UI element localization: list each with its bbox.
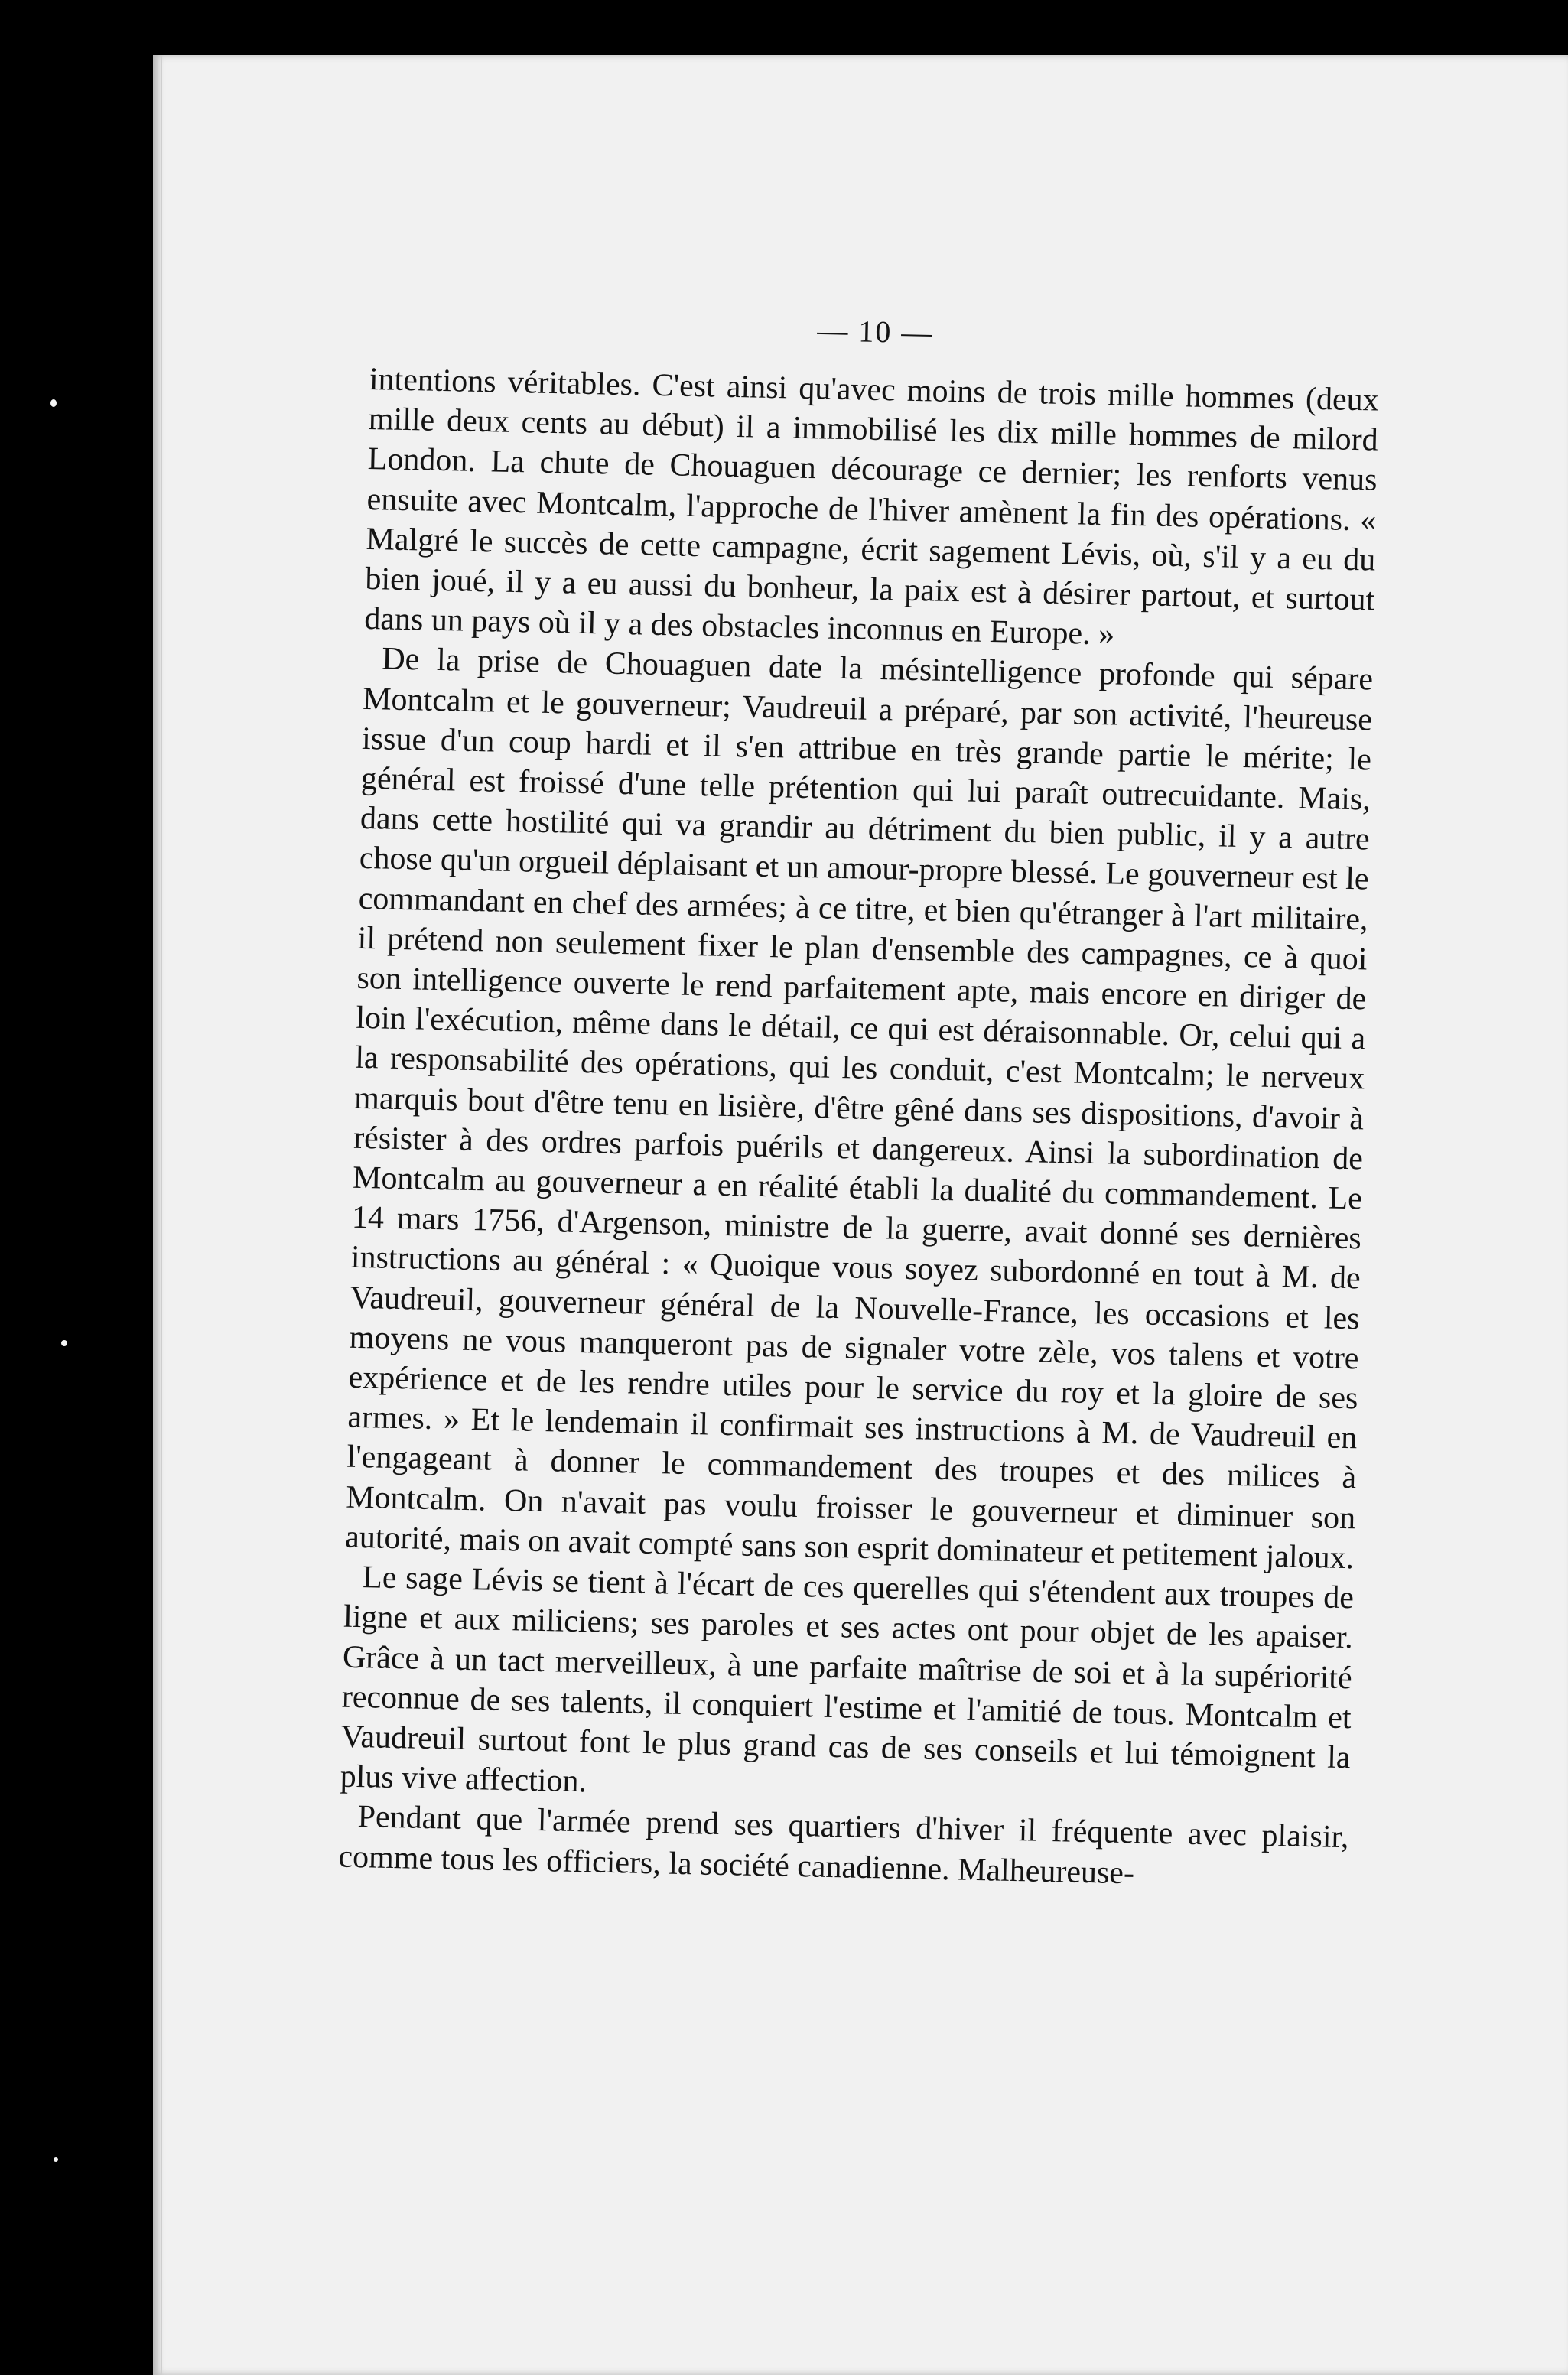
scan-speck (61, 1340, 67, 1346)
paragraph-2: De la prise de Chouaguen date la mésintelligence profonde qui sépare Montcalm et le gouverneur; Vaudreuil a préparé, par son activité, l'heureuse issue d'un coup hardi et il s'en attribue en très grande partie le mérite; le général est froissé d'une telle prétention qui lui paraît outrecuidante. Mais, dans cette hostilité qui va grandir au détriment du bien public, il y a autre chose qu'un orgueil déplaisant et un amour-propre blessé. Le gouverneur est le commandant en chef des armées; à ce titre, et bien qu'étranger à l'art militaire, il prétend non seulement fixer le plan d'ensemble des campagnes, ce à quoi son intelligence ouverte le rend parfaitement apte, mais encore en diriger de loin l'exécution, même dans le détail, ce qui est déraisonnable. Or, celui qui a la responsabilité des opérations, qui les conduit, c'est Montcalm; le nerveux marquis bout d'être tenu en lisière, d'être gêné dans ses dispositions, d'avoir à résister à des ordres parfois puérils et dangereux. Ainsi la subordination de Montcalm au gouverneur a en réalité établi la dualité du commandement. Le 14 mars 1756, d'Argenson, ministre de la guerre, avait donné ses dernières instructions au général : « Quoique vous soyez subordonné en tout à M. de Vaudreuil, gouverneur général de la Nouvelle-France, les occasions et les moyens ne vous manqueront pas de signaler votre zèle, vos talens et votre expérience et de les rendre utiles pour le service du roy et la gloire de ses armes. » Et le lendemain il confirmait ses instructions à M. de Vaudreuil en l'engageant à donner le commandement des troupes et des milices à Montcalm. On n'avait pas voulu froisser le gouverneur et diminuer son autorité, mais on avait compté sans son esprit dominateur et petitement jaloux. (344, 641, 1374, 1576)
paragraph-1: intentions véritables. C'est ainsi qu'avec moins de trois mille hommes (deux mille deux cents au début) il a immobilisé les dix mille hommes de milord London. La chute de Chouaguen décourage ce dernier; les renforts venus ensuite avec Montcalm, l'approche de l'hiver amènent la fin des opérations. « Malgré le succès de cette campagne, écrit sagement Lévis, où, s'il y a eu du bien joué, il y a eu aussi du bonheur, la paix est à désirer partout, et surtout dans un pays où il y a des obstacles inconnus en Europe. » (363, 361, 1380, 652)
page-number: — 10 — (816, 313, 934, 350)
page-text-block (338, 306, 1381, 1898)
scan-speck (50, 399, 57, 407)
scan-speck (54, 2157, 58, 2162)
paragraph-3: Le sage Lévis se tient à l'écart de ces querelles qui s'étendent aux troupes de ligne et aux miliciens; ses paroles et ses actes ont pour objet de les apaiser. Grâce à un tact merveilleux, à une parfaite maîtrise de soi et à la supériorité reconnue de ses talents, il conquiert l'estime et l'amitié de tous. Montcalm et Vaudreuil surtout font le plus grand cas de ses conseils et lui témoignent la plus vive affection. (340, 1560, 1355, 1800)
page-edge-line (161, 55, 162, 2375)
paragraph-4: Pendant que l'armée prend ses quartiers d'hiver il fréquente avec plaisir, comme tous les officiers, la société canadienne. Malheureuse- (338, 1799, 1349, 1891)
